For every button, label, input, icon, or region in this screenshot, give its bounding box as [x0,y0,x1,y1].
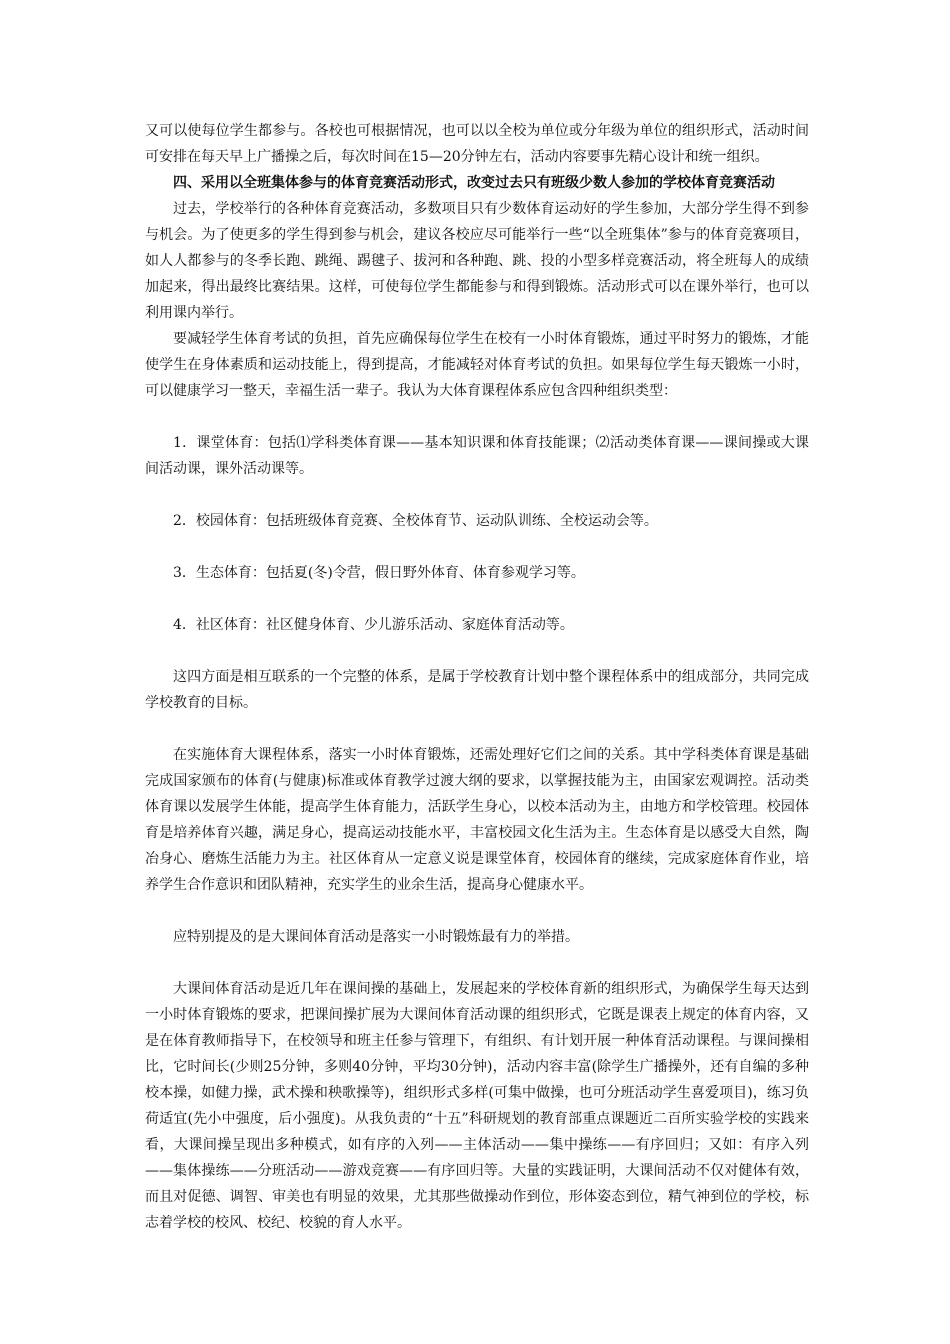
list-item-eco-pe: 3．生态体育：包括夏(冬)令营，假日野外体育、体育参观学习等。 [173,565,585,581]
paragraph-relations: 在实施体育大课程体系，落实一小时体育锻炼，还需处理好它们之间的关系。其中学科类体育课是基础完成国家颁布的体育(与健康)标准或体育教学过渡大纲的要求，以掌握技能为主，由国家宏观调控。活动类体育课以发展学生体能，提高学生体育能力，活跃学生身心，以校本活动为主，由地方和学校管理。校园体育是培养体育兴趣，满足身心，提高运动技能水平，丰富校园文化生活为主。生态体育是以感受大自然，陶冶身心、磨炼生活能力为主。社区体育从一定意义说是课堂体育，校园体育的继续，完成家庭体育作业，培养学生合作意识和团队精神，充实学生的业余生活，提高身心健康水平。 [145,747,809,893]
paragraph-emphasis: 应特别提及的是大课间体育活动是落实一小时锻炼最有力的举措。 [173,929,579,945]
paragraph-big-break: 大课间体育活动是近几年在课间操的基础上，发展起来的学校体育新的组织形式，为确保学生每天达到一小时体育锻炼的要求，把课间操扩展为大课间体育活动课的组织形式，它既是课表上规定的体育内容，又是在体育教师指导下，在校领导和班主任参与管理下，有组织、有计划开展一种体育活动课程。与课间操相比，它时间长(少则25分钟，多则40分钟，平均30分钟)，活动内容丰富(除学生广播操外，还有自编的多种校本操，如健力操，武术操和秧歌操等)，组织形式多样(可集中做操，也可分班活动学生喜爱项目)，练习负荷适宜(先小中强度，后小强度)。从我负责的“十五”科研规划的教育部重点课题近二百所实验学校的实践来看，大课间操呈现出多种模式，如有序的入列——主体活动——集中操练——有序回归；又如：有序入列——集体操练——分班活动——游戏竞赛——有序回归等。大量的实践证明，大课间活动不仅对健体有效，而且对促德、调智、审美也有明显的效果，尤其那些做操动作到位，形体姿态到位，精气神到位的学校，标志着学校的校风、校纪、校貌的育人水平。 [145,981,809,1231]
paragraph-exam-burden: 要减轻学生体育考试的负担，首先应确保每位学生在校有一小时体育锻炼，通过平时努力的锻炼，才能使学生在身体素质和运动技能上，得到提高，才能减轻对体育考试的负担。如果每位学生每天锻炼一小时，可以健康学习一整天，幸福生活一辈子。我认为大体育课程体系应包含四种组织类型： [145,331,809,399]
list-item-community-pe: 4．社区体育：社区健身体育、少儿游乐活动、家庭体育活动等。 [173,617,574,633]
paragraph-continuation: 又可以使每位学生都参与。各校也可根据情况，也可以以全校为单位或分年级为单位的组织形式，活动时间可安排在每天早上广播操之后，每次时间在15—20分钟左右，活动内容要事先精心设计和统一组织。 [145,123,809,165]
list-item-campus-pe: 2．校园体育：包括班级体育竞赛、全校体育节、运动队训练、全校运动会等。 [173,513,658,529]
list-item-classroom-pe: 1．课堂体育：包括⑴学科类体育课——基本知识课和体育技能课；⑵活动类体育课——课间操或大课间活动课，课外活动课等。 [145,435,809,477]
section-heading-4: 四、采用以全班集体参与的体育竞赛活动形式，改变过去只有班级少数人参加的学校体育竞赛活动 [173,175,775,191]
paragraph-system-summary: 这四方面是相互联系的一个完整的体系，是属于学校教育计划中整个课程体系中的组成部分，共同完成学校教育的目标。 [145,669,809,711]
document-body [145,118,809,1236]
paragraph-competition: 过去，学校举行的各种体育竞赛活动，多数项目只有少数体育运动好的学生参加，大部分学生得不到参与机会。为了使更多的学生得到参与机会，建议各校应尽可能举行一些“以全班集体”参与的体育竞赛项目，如人人都参与的冬季长跑、跳绳、踢毽子、拔河和各种跑、跳、投的小型多样竞赛活动，将全班每人的成绩加起来，得出最终比赛结果。这样，可使每位学生都能参与和得到锻炼。活动形式可以在课外举行，也可以利用课内举行。 [145,201,809,321]
